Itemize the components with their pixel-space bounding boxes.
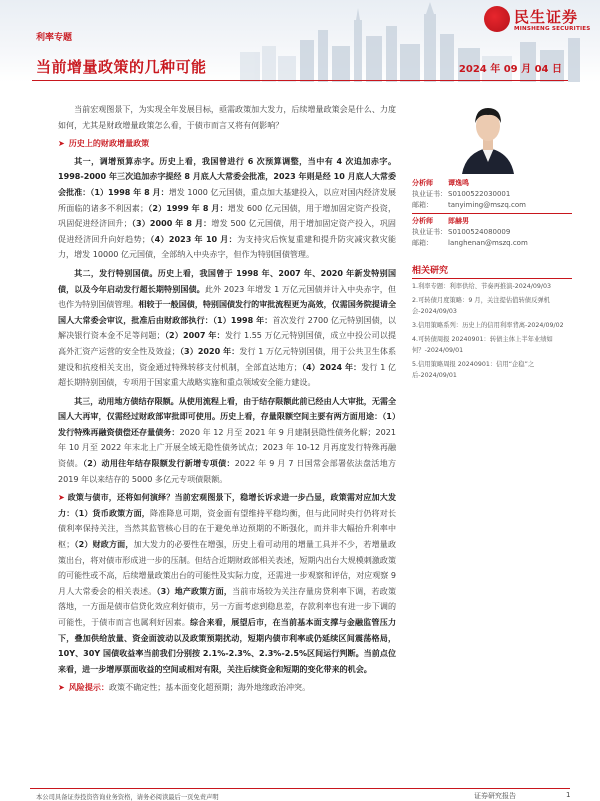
logo-english-text: MINSHENG SECURITIES: [514, 26, 591, 32]
paragraph-local-quota: [58, 394, 396, 488]
text-bold: （2）动用往年结存限额发行新增专项债：: [83, 459, 235, 469]
text-bold: （2）1999 年 8 月：: [148, 203, 228, 213]
text-bold: 综合来看，展望后市，在当前基本面支撑与金融监管压力下，叠加供给放量、资金面波动以及政策预期扰动，短期内债市利率或仍延续区间震荡格局，10Y、30Y 国债收益率当前我们分别按 2.1%-2.3%、2.3%-2.5%区间运行判断。当前点位来看，进一步增厚票面收益的空间或相对有限，关注后续资金和短期的变化带来的机会。: [58, 618, 397, 674]
analyst-email: langhenan@mszq.com: [448, 238, 528, 247]
risk-label: 风险提示：: [68, 683, 109, 693]
text-bold: 相较于一般国债，特别国债发行的审批流程更为高效，仅需国务院提请全国人大常委会审议，批准后由财政部执行：（1）1998 年：: [58, 300, 397, 325]
intro-paragraph: 当前宏观图景下，为实现全年发展目标，亟需政策加大发力，后续增量政策会是什么、力度如何，尤其是财政增量政策怎么看，于债市而言又将有何影响？: [58, 105, 396, 130]
cert-label: 执业证书：: [412, 189, 447, 198]
text: 当前市场较为关注存量房贷利率下调，若政策落地，一方面是债市信贷化效应利好债市，另一方面考虑到稳息差，存款利率也有进一步下调的可能性，于债市而言也属利好因素。: [58, 586, 397, 627]
text: 为支持灾后恢复重建和提升防灾减灾救灾能力，增发 10000 亿元国债，全部纳入中央赤字，但作为特别国债管理。: [58, 234, 397, 260]
text-bold: （2）财政方面，: [74, 540, 134, 550]
text: 首次发行 2700 亿元特别国债，以解决银行资本金不足等问题；: [58, 315, 396, 341]
logo-mark-icon: [484, 6, 510, 32]
divider: [412, 278, 572, 279]
footer-divider: [30, 788, 570, 789]
email-label: 邮箱：: [412, 238, 433, 247]
text: 发行 1.55 万亿元特别国债，成立中投公司以提高外汇资产运营的安全性及效益；: [58, 331, 396, 356]
text: 增发 600 亿元国债，用于增加固定资产投资，巩固促进经济回升；: [58, 203, 396, 229]
analyst-photo: [456, 96, 520, 174]
text-bold: （3）地产政策方面，: [156, 586, 233, 596]
text: 发行 1 万亿元特别国债，用于公共卫生体系建设和抗疫相关支出，资金通过特殊转移支付机制，全部直达地方；: [58, 346, 396, 372]
email-label: 邮箱：: [412, 200, 433, 209]
risk-text: 政策不确定性；基本面变化超预期；海外地缘政治冲突。: [108, 683, 311, 693]
section-heading-history: [58, 136, 396, 152]
analyst-card-2: [412, 216, 572, 248]
text: 增发 1000 亿元国债，重点加大基建投入，以应对国内经济发展所面临的诸多不利因素；: [58, 187, 396, 213]
arrow-icon: ➤: [58, 683, 65, 693]
text: 加大发力的必要性在增强，历史上看可动用的增量工具并不少，若增量政策出台，将对债市形成进一步的压制。但结合近期财政部相关表述，短期内出台大规模刺激政策的可能性或不高，后续增量政策出台的可能性及实际力度，还需进一步观察和评估，对应观察 9 月人大常委会的相关表述。: [58, 540, 397, 596]
text-bold: （3）2000 年 8 月：: [131, 219, 212, 229]
text-bold: （2）2007 年：: [164, 331, 225, 341]
sidebar: [412, 96, 572, 385]
arrow-icon: ➤: [58, 139, 65, 149]
paragraph-special-bonds: [58, 266, 396, 391]
page-number: 1: [566, 791, 571, 799]
section-heading-outlook: 政策与债市，还将如何演绎？: [67, 493, 175, 503]
title-divider: [32, 80, 568, 81]
footer-report-type: 证券研究报告: [474, 792, 516, 800]
analyst-portrait-image: [456, 96, 520, 174]
risk-warning: [58, 680, 396, 696]
related-research-item[interactable]: 1.利率专题：利率供给、节奏再推演-2024/09/03: [412, 282, 552, 290]
text-bold: 其一，调增预算赤字。历史上看，我国曾进行 6 次预算调整，当中有 4 次追加赤字。1998-2000 年三次追加赤字提经 8 月底人大常委会批准，2023 年则是经 10 月底人大常委会批准：: [58, 156, 396, 197]
text: 降准降息可期，资金面有望维持平稳均衡，但与此同时央行仍将对长债利率保持关注，当然其监管核心目的在于避免单边预期的不断强化，而并非大幅抬升利率中枢；: [58, 508, 397, 550]
footer-disclaimer: 本公司具备证券投资咨询业务资格，请务必阅读最后一页免责声明: [36, 794, 219, 801]
text: 增发 500 亿元国债，用于增加固定资产投入，巩固促进经济回升向好趋势；: [58, 219, 396, 244]
related-research-item[interactable]: 5.信用策略周报 20240901：信用“企稳”之后-2024/09/01: [412, 361, 535, 379]
text-bold: 其二，发行特别国债。历史上看，我国曾于 1998 年、2007 年、2020 年新发特别国债，以及今年启动发行超长期特别国债。: [58, 268, 396, 294]
text-bold: （3）2020 年：: [179, 346, 240, 356]
analyst-email: tanyiming@mszq.com: [448, 200, 526, 209]
text-bold: （1）1998 年 8 月：: [90, 187, 169, 197]
related-research-item[interactable]: 4.可转债周报 20240901：转债主体上半年业绩如何？-2024/09/01: [412, 336, 553, 354]
logo-chinese-text: 民生证券: [514, 8, 579, 26]
text: 发行 1 亿超长期特别国债，专项用于国家重大战略实施和重点领域安全能力建设。: [58, 362, 396, 388]
analyst-card-1: [412, 178, 572, 210]
text-bold: 其三，动用地方债结存限额。从使用流程上看，由于结存限额此前已经由人大审批，无需全国人大再审，仅需经过财政部审批即可使用。历史上看，存量限额空间主要有两方面用途：（1）发行特殊再融资债偿还存量债务：: [58, 396, 396, 437]
analyst-role: 分析师: [412, 217, 433, 226]
text: 2022 年 9 月 7 日国常会部署依法盘活地方 2019 年以来结存的 5000 多亿元专项债限额。: [58, 459, 397, 484]
cert-number: S0100524080009: [448, 228, 511, 237]
text-bold: （4）2023 年 10 月：: [149, 234, 238, 244]
header-banner: [0, 0, 600, 82]
section-heading-text: 历史上的财政增量政策: [68, 139, 150, 149]
report-date: 2024 年 09 月 04 日: [458, 64, 562, 75]
analyst-name: 郎赫男: [448, 217, 469, 226]
report-title: 当前增量政策的几种可能: [36, 58, 207, 76]
cert-label: 执业证书：: [412, 228, 447, 237]
text-bold: 当前宏观图景下，稳增长诉求进一步凸显，政策需对应加大发力：（1）货币政策方面，: [58, 493, 397, 518]
analyst-name: 谭逸鸣: [448, 179, 469, 187]
related-research-item[interactable]: 2.可转债月度策略：9 月，关注提估值转债反弹机会-2024/09/03: [412, 297, 550, 315]
paragraph-outlook: [58, 490, 396, 677]
cert-number: S0100522030001: [448, 189, 511, 198]
related-research-item[interactable]: 3.信用策略系列：历史上的信用利率背离-2024/09/02: [412, 322, 564, 329]
company-logo: [484, 6, 592, 36]
text-bold: （4）2024 年：: [301, 362, 362, 372]
text: 2020 年 12 月至 2021 年 9 月建制县隐性债务化解；2021 年 10 月至 2022 年末北上广开展全域无隐性债务试点；2023 年 10-12 月再度发行特殊再融资债。: [58, 427, 397, 469]
main-content: [58, 102, 396, 698]
related-research-title: 相关研究: [412, 265, 449, 276]
paragraph-deficit: [58, 154, 396, 263]
text: 此外 2023 年增发 1 万亿元国债并计入中央赤字，但也作为特别国债管理。: [58, 284, 396, 310]
report-category: 利率专题: [36, 33, 73, 43]
arrow-icon: ➤: [58, 493, 68, 503]
analyst-role: 分析师: [412, 179, 433, 187]
divider: [412, 213, 572, 214]
